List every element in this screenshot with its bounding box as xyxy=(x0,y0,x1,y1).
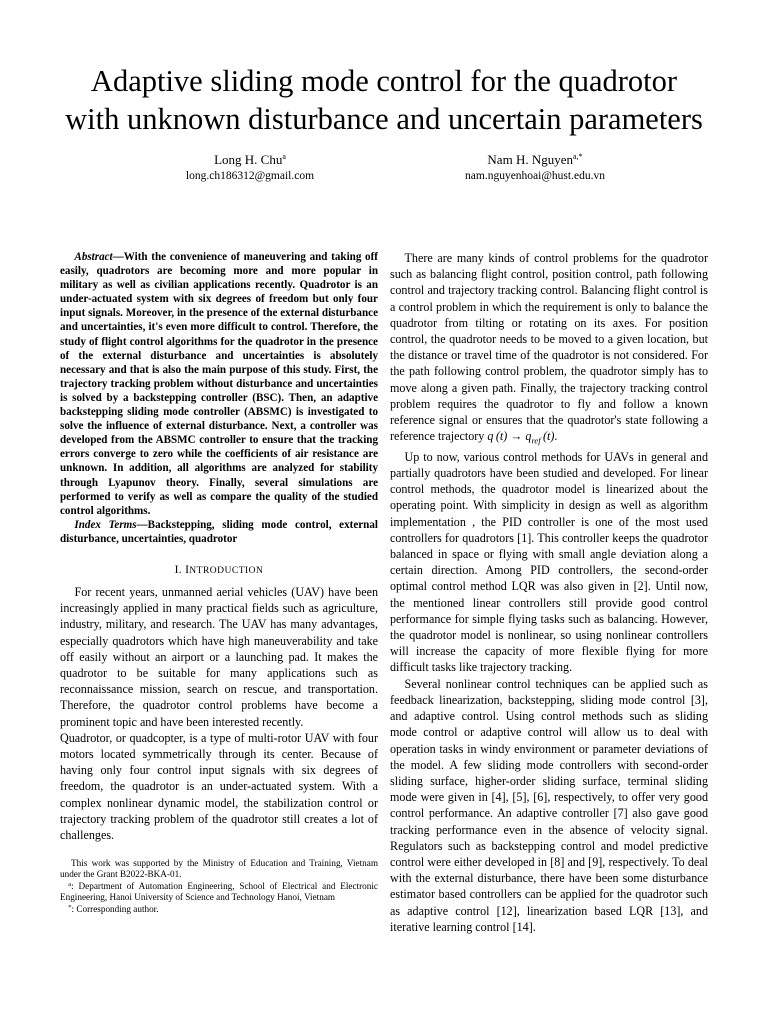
author-email: long.ch186312@gmail.com xyxy=(185,170,315,182)
abstract-text: —With the convenience of maneuvering and taking off easily, quadrotors are becoming more and more popular in military as well as civilian applications recently. Quadrotor is an under-actuated system with six degrees of freedom but only four input signals. Moreover, in the presence of the external disturbance and uncertainties, it's even more difficult to control. Therefore, the study of flight control algorithms for the quadrotor in the presence of the external disturbance and uncertainties is absolutely necessary and that is also the main purpose of this study. First, the trajectory tracking problem without disturbance and uncertainties is solved by a backstepping controller (BSC). Then, an adaptive backstepping sliding mode controller (ABSMC) is investigated to solve the influence of external disturbance. Next, a controller was developed from the ABSMC controller to ensure that the tracking errors converge to zero while the coefficients of air resistance are unknown. In addition, all algorithms are analyzed for stability through Lyapunov theory. Finally, several simulations are performed to verify as well as compare the quality of the studied control algorithms. xyxy=(60,251,378,517)
abstract xyxy=(60,250,378,518)
paragraph: Quadrotor, or quadcopter, is a type of multi-rotor UAV with four motors located symmetrically through its center. Because of having only four control input signals with six degrees of freedom, the quadrotor is an under-actuated system. With a complex nonlinear dynamic model, the stabilization control or trajectory tracking problem of the quadrotor still creates a lot of challenges. xyxy=(60,730,378,843)
index-terms xyxy=(60,518,378,546)
author-name: Nam H. Nguyen xyxy=(487,152,573,167)
title-line-2: with unknown disturbance and uncertain parameters xyxy=(65,102,703,136)
abstract-label: Abstract xyxy=(74,251,113,263)
index-terms-text: —Backstepping, sliding mode control, external disturbance, uncertainties, quadrotor xyxy=(60,518,378,545)
author-email: nam.nguyenhoai@hust.edu.vn xyxy=(465,170,605,182)
right-column xyxy=(390,250,708,935)
math-expression: q $(t) \to q_{ref}$ (t) xyxy=(487,429,555,446)
affiliation-mark: a,* xyxy=(573,152,583,161)
title-line-1: Adaptive sliding mode control for the quadrotor xyxy=(90,64,678,98)
author-block-2 xyxy=(410,152,660,184)
index-terms-label: Index Terms xyxy=(74,518,137,531)
author-block-1 xyxy=(150,152,350,184)
paragraph: Up to now, various control methods for UAVs in general and partially quadrotors have been studied and developed. For linear control methods, the quadrotor model is linearized about the operating point. With simplicity in design as well as algorithm implementation , the PID controller is one of the most used controllers for quadrotors [1]. This controller keeps the quadrotor balanced in space or flying with small angle deviation along a certain direction. Among PID controllers, the second-order optimal control method LQR was also given in [2]. Until now, the mentioned linear controllers still provide good control performance for simple flying tasks such as balancing. However, the quadrotor model is nonlinear, so using nonlinear controllers will increase the capacity of more flexible flying for more difficult tasks like trajectory tracking. xyxy=(390,449,708,675)
paragraph: For recent years, unmanned aerial vehicles (UAV) have been increasingly applied in many practical fields such as agriculture, industry, military, and research. The UAV has many advantages, especially quadrotors which have high maneuverability and take off easily without an airport or a launching pad. It makes the quadrotor to be suitable for many applications such as reconnaissance mission, search on rescue, and transportation. Therefore, the quadrotor control problems have become a prominent topic and have been interested recently. xyxy=(60,584,378,729)
corresponding-footnote: *: Corresponding author. xyxy=(68,903,159,914)
section-heading-introduction: I. INTRODUCTION xyxy=(174,562,264,576)
affiliation-footnote: $^a$: Department of Automation Engineering, School of Electrical and Electronic Engineering, Hanoi University of Science and Technology Hanoi, Vietnam xyxy=(60,880,378,903)
paragraph: Several nonlinear control techniques can be applied such as feedback linearization, backstepping, sliding mode control [3], and adaptive control. Using control methods such as sliding mode control or adaptive control will allow us to deal with operation tasks in windy environment or parameter deviations of the model. A few sliding mode controllers with second-order sliding surface, higher-order sliding surface, terminal sliding mode were given in [4], [5], [6], respectively, to offer very good control performance. An adaptive controller [7] also gave good tracking performance even in the absence of velocity signal. Regulators such as backstepping control and model predictive control were either developed in [8] and [9], respectively. To deal with the external disturbance, there have been some disturbance estimator based controllers can be applied for the quadrotor such as adaptive control [12], linearization based LQR [13], and iterative learning control [14]. xyxy=(390,676,708,934)
footnotes xyxy=(60,858,378,915)
paragraph: There are many kinds of control problems for the quadrotor such as balancing flight control, position control, path following control and trajectory tracking control. Balancing flight control is a control problem in which the requirement is only to balance the quadrotor from tilting or rotating on its axes. For position control, the quadrotor needs to be moved to a given location, but the distance or travel time of the quadrotor is not considered. For the path following control problem, the quadrotor simply has to move along a given path. Finally, the trajectory tracking control problem requires the quadrotor to fly and follow a known reference signal or ensures that the quadrotor's state following a reference trajectory q $(t) \to q_{ref}$ (t). xyxy=(390,251,708,446)
affiliation-mark: a xyxy=(282,152,286,161)
abstract-section xyxy=(60,250,378,546)
funding-footnote: This work was supported by the Ministry of Education and Training, Vietnam under the Grant B2022-BKA-01. xyxy=(60,858,378,880)
paper-title xyxy=(40,62,728,138)
author-name: Long H. Chu xyxy=(214,152,283,167)
introduction-text xyxy=(60,584,378,843)
left-column xyxy=(60,250,378,843)
